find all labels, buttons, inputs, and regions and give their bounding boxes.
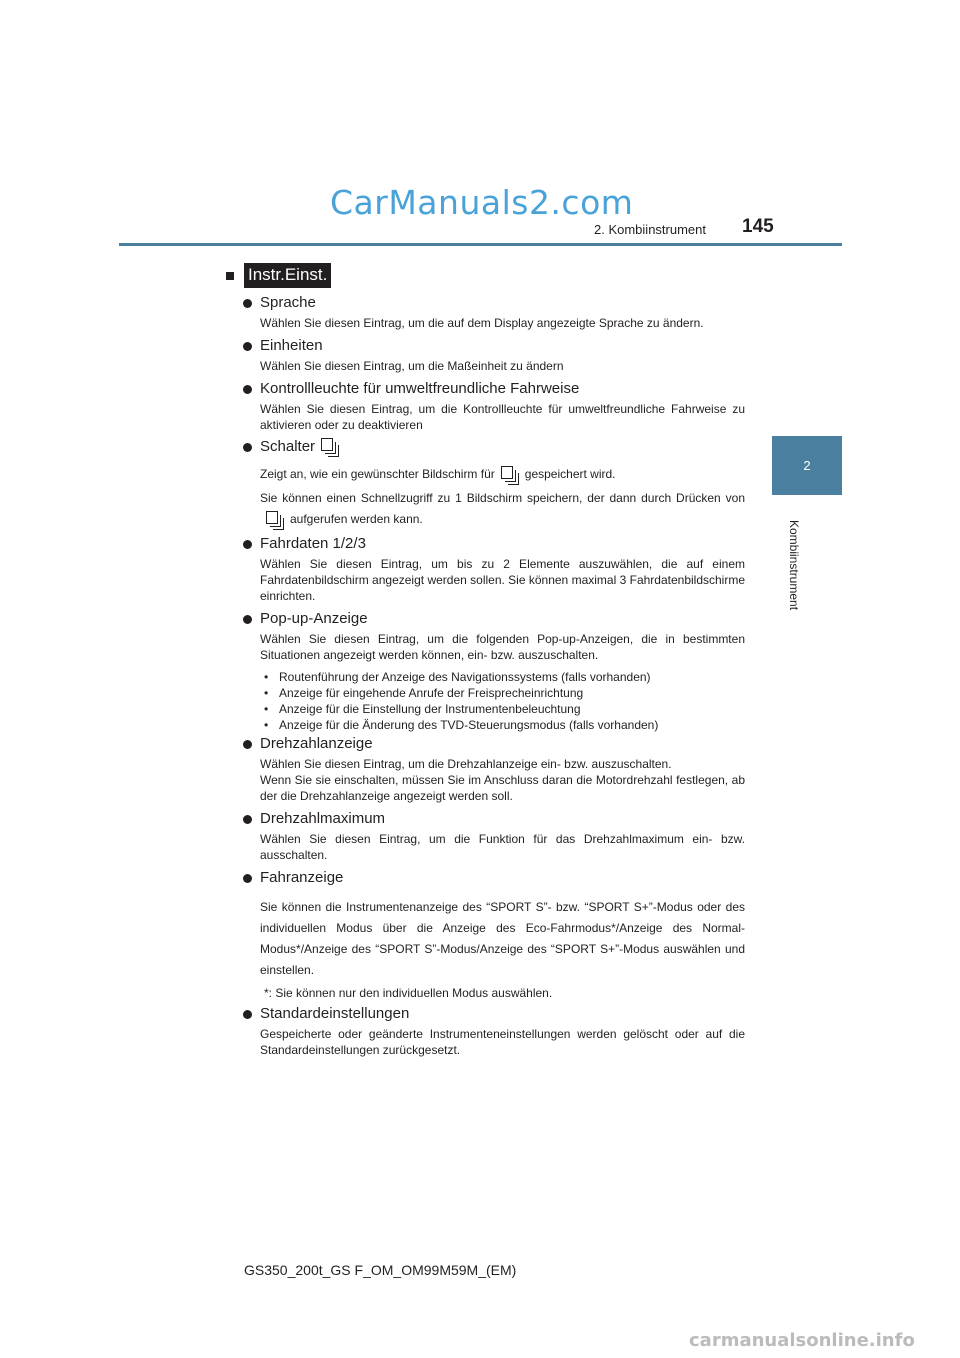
- watermark-logo: CarManuals2.com: [330, 183, 634, 222]
- list-item: [243, 810, 745, 866]
- bullet-icon: [243, 342, 252, 351]
- bullet-icon: [243, 815, 252, 824]
- footnote: *: Sie können nur den individuellen Modus auswählen.: [264, 986, 553, 1000]
- bullet-icon: [243, 540, 252, 549]
- item-description: Wählen Sie diesen Eintrag, um die folgenden Pop-up-Anzeigen, die in bestimmten Situationen angezeigt werden können, ein- bzw. auszuschalten.: [260, 632, 745, 662]
- list-item: • Anzeige für die Änderung des TVD-Steuerungsmodus (falls vorhanden): [260, 717, 745, 733]
- item-title: Pop-up-Anzeige: [260, 610, 368, 627]
- item-description: Wählen Sie diesen Eintrag, um die auf dem Display angezeigte Sprache zu ändern.: [260, 316, 704, 330]
- item-description: Wählen Sie diesen Eintrag, um die Drehzahlanzeige ein- bzw. auszuschalten.: [260, 757, 672, 771]
- list-item: [243, 610, 745, 733]
- watermark-footer: carmanualsonline.info: [689, 1330, 915, 1351]
- item-description: Gespeicherte oder geänderte Instrumenteneinstellungen werden gelöscht oder auf die Standardeinstellungen zurückgesetzt.: [260, 1027, 745, 1057]
- item-title: Fahrdaten 1/2/3: [260, 535, 366, 552]
- chapter-tab: [772, 436, 842, 495]
- bullet-icon: [243, 1010, 252, 1019]
- square-bullet-icon: [226, 272, 234, 280]
- list-item: • Routenführung der Anzeige des Navigationssystems (falls vorhanden): [260, 669, 745, 685]
- list-item: [243, 294, 745, 334]
- item-title: Standardeinstellungen: [260, 1005, 410, 1022]
- item-description: Wenn Sie sie einschalten, müssen Sie im Anschluss daran die Motordrehzahl festlegen, ab der die Drehzahlanzeige angezeigt werden soll.: [260, 773, 745, 803]
- list-item: [243, 337, 745, 377]
- item-description: Sie können die Instrumentenanzeige des “SPORT S”- bzw. “SPORT S+”-Modus oder des individuellen Modus über die Anzeige des Eco-Fahrmodus*/Anzeige des Normal-Modus*/Anzeige des “SPORT S”-Modus/Anzeige des “SPORT S+”-Modus auswählen und einstellen.: [260, 900, 745, 977]
- screens-switch-icon: [266, 511, 284, 529]
- chapter-title: 2. Kombiinstrument: [594, 222, 706, 237]
- bullet-icon: [243, 385, 252, 394]
- chapter-tab-number: 2: [803, 458, 811, 473]
- screens-switch-icon: [501, 466, 519, 484]
- bullet-icon: [243, 615, 252, 624]
- list-item: [243, 535, 745, 607]
- item-title: Kontrollleuchte für umweltfreundliche Fahrweise: [260, 380, 580, 397]
- list-item: [243, 735, 745, 807]
- list-item: [243, 1005, 745, 1061]
- list-item: • Anzeige für die Einstellung der Instrumentenbeleuchtung: [260, 701, 745, 717]
- list-item: [243, 380, 745, 436]
- item-title: Schalter: [260, 438, 316, 455]
- bullet-icon: [243, 299, 252, 308]
- item-description: Wählen Sie diesen Eintrag, um die Maßeinheit zu ändern: [260, 359, 564, 373]
- list-item: • Anzeige für eingehende Anrufe der Freisprecheinrichtung: [260, 685, 745, 701]
- item-title: Fahranzeige: [260, 869, 344, 886]
- item-title: Drehzahlanzeige: [260, 735, 373, 752]
- item-title: Drehzahlmaximum: [260, 810, 386, 827]
- list-item: [243, 438, 745, 533]
- item-description: Zeigt an, wie ein gewünschter Bildschirm für gespeichert wird.: [260, 464, 745, 484]
- bullet-icon: [243, 443, 252, 452]
- section-label: Instr.Einst.: [244, 263, 331, 288]
- list-item: [243, 869, 745, 1001]
- item-title: Einheiten: [260, 337, 323, 354]
- item-description: Sie können einen Schnellzugriff zu 1 Bildschirm speichern, der dann durch Drücken von aufgerufen werden kann.: [260, 488, 745, 530]
- document-code: GS350_200t_GS F_OM_OM99M59M_(EM): [244, 1262, 517, 1278]
- page-number: 145: [742, 216, 774, 237]
- bullet-icon: [243, 740, 252, 749]
- bullet-icon: [243, 874, 252, 883]
- popup-list: [260, 669, 745, 733]
- chapter-tab-label: Kombiinstrument: [787, 520, 801, 611]
- item-description: Wählen Sie diesen Eintrag, um die Funktion für das Drehzahlmaximum ein- bzw. ausschalten.: [260, 832, 745, 862]
- item-description: Wählen Sie diesen Eintrag, um die Kontrollleuchte für umweltfreundliche Fahrweise zu aktivieren oder zu deaktivieren: [260, 402, 745, 432]
- header-rule: [119, 243, 842, 246]
- section-heading: [226, 263, 331, 288]
- screens-switch-icon: [321, 438, 339, 456]
- item-description: Wählen Sie diesen Eintrag, um bis zu 2 Elemente auszuwählen, die auf einem Fahrdatenbildschirm angezeigt werden sollen. Sie können maximal 3 Fahrdatenbildschirme einrichten.: [260, 557, 745, 603]
- item-title: Sprache: [260, 294, 316, 311]
